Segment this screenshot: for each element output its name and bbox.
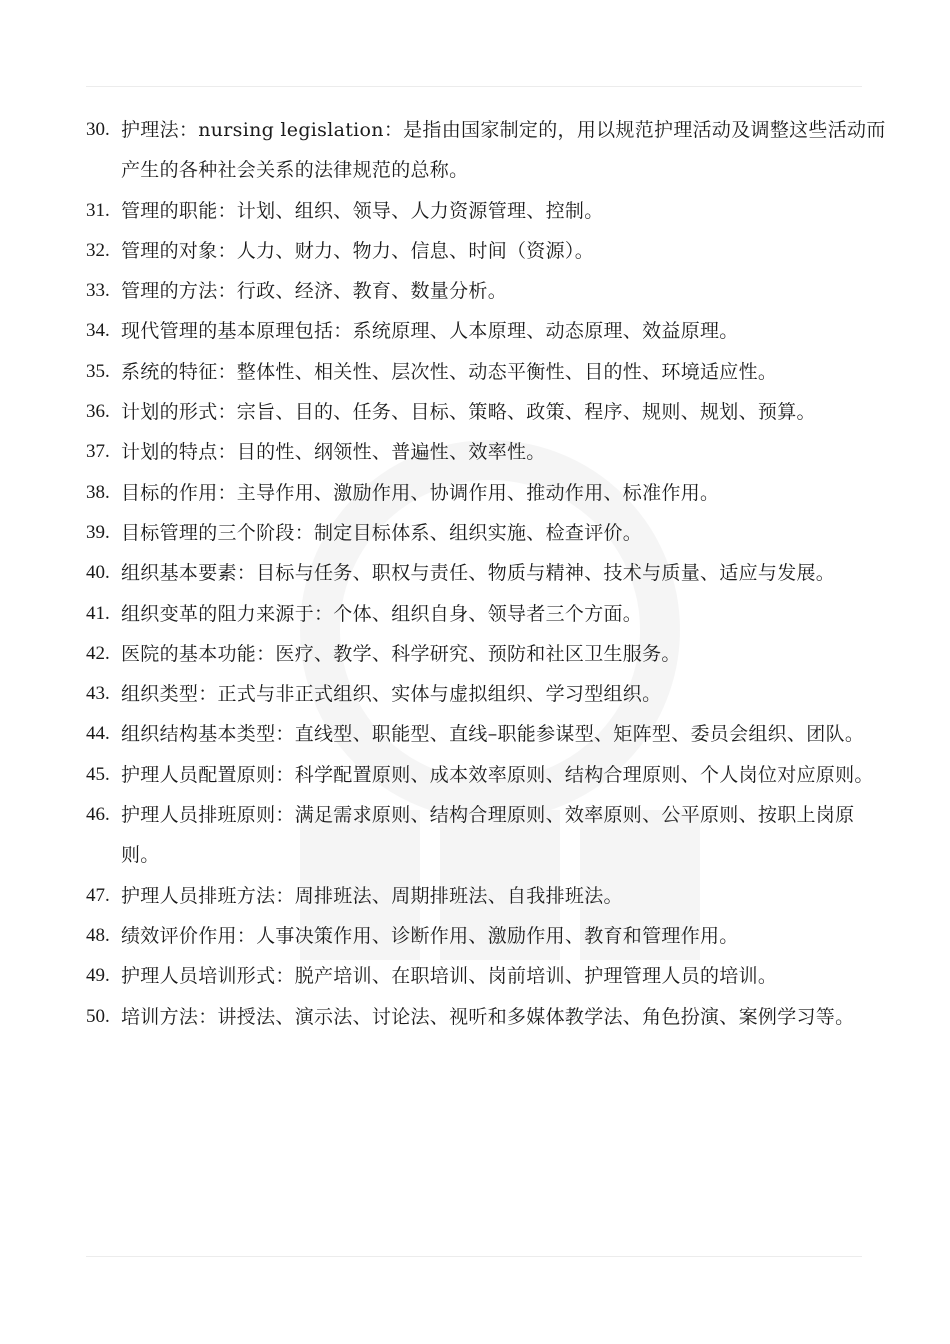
list-item	[86, 473, 886, 513]
item-number: 48.	[86, 924, 110, 946]
item-text: 培训方法：讲授法、演示法、讨论法、视听和多媒体教学法、角色扮演、案例学习等。	[121, 1005, 855, 1028]
footer-rule	[86, 1256, 862, 1257]
list-item	[86, 392, 886, 432]
item-number: 34.	[86, 320, 110, 342]
item-number: 49.	[86, 965, 110, 987]
list-item	[86, 271, 886, 311]
item-number: 46.	[86, 804, 110, 826]
item-number: 30.	[86, 119, 110, 140]
list-item	[86, 714, 886, 754]
item-text: 护理法：nursing legislation：是指由国家制定的，用以规范护理活动及调整这些活动而产生的各种社会关系的法律规范的总称。	[121, 119, 886, 182]
item-text: 医院的基本功能：医疗、教学、科学研究、预防和社区卫生服务。	[121, 642, 681, 665]
item-text: 计划的形式：宗旨、目的、任务、目标、策略、政策、程序、规则、规划、预算。	[121, 401, 816, 424]
item-text: 护理人员排班方法：周排班法、周期排班法、自我排班法。	[121, 884, 623, 907]
item-text: 组织基本要素：目标与任务、职权与责任、物质与精神、技术与质量、适应与发展。	[121, 562, 836, 585]
item-text: 计划的特点：目的性、纲领性、普遍性、效率性。	[121, 441, 546, 464]
item-text: 绩效评价作用：人事决策作用、诊断作用、激励作用、教育和管理作用。	[121, 924, 739, 947]
list-item	[86, 795, 886, 876]
item-text: 管理的方法：行政、经济、教育、数量分析。	[121, 280, 508, 303]
item-text: 现代管理的基本原理包括：系统原理、人本原理、动态原理、效益原理。	[121, 320, 739, 343]
item-number: 47.	[86, 884, 110, 906]
item-number: 38.	[86, 481, 110, 503]
list-item	[86, 110, 886, 191]
list-item	[86, 594, 886, 634]
list-item	[86, 513, 886, 553]
list-item	[86, 432, 886, 472]
list-item	[86, 634, 886, 674]
item-text: 系统的特征：整体性、相关性、层次性、动态平衡性、目的性、环境适应性。	[121, 360, 778, 383]
item-number: 39.	[86, 521, 110, 543]
list-item	[86, 997, 886, 1037]
item-number: 40.	[86, 562, 110, 584]
numbered-list	[86, 110, 886, 1037]
list-item	[86, 956, 886, 996]
item-number: 37.	[86, 441, 110, 463]
list-item	[86, 311, 886, 351]
item-text: 管理的对象：人力、财力、物力、信息、时间（资源）。	[121, 239, 595, 262]
item-number: 42.	[86, 642, 110, 664]
item-number: 36.	[86, 401, 110, 423]
item-text: 护理人员配置原则：科学配置原则、成本效率原则、结构合理原则、个人岗位对应原则。	[121, 763, 874, 786]
item-number: 35.	[86, 360, 110, 382]
item-text: 目标管理的三个阶段：制定目标体系、组织实施、检查评价。	[121, 521, 643, 544]
list-item	[86, 755, 886, 795]
item-number: 45.	[86, 763, 110, 785]
list-item	[86, 876, 886, 916]
item-text: 管理的职能：计划、组织、领导、人力资源管理、控制。	[121, 199, 604, 222]
item-text: 组织结构基本类型：直线型、职能型、直线–职能参谋型、矩阵型、委员会组织、团队。	[121, 723, 865, 746]
item-number: 32.	[86, 239, 110, 261]
list-item	[86, 191, 886, 231]
item-text: 护理人员培训形式：脱产培训、在职培训、岗前培训、护理管理人员的培训。	[121, 965, 778, 988]
item-text: 组织类型：正式与非正式组织、实体与虚拟组织、学习型组织。	[121, 683, 662, 706]
item-number: 43.	[86, 683, 110, 705]
item-number: 44.	[86, 723, 110, 745]
item-text: 护理人员排班原则：满足需求原则、结构合理原则、效率原则、公平原则、按职上岗原则。	[121, 804, 855, 867]
item-number: 41.	[86, 602, 110, 624]
item-number: 33.	[86, 280, 110, 302]
item-number: 50.	[86, 1005, 110, 1027]
list-item	[86, 916, 886, 956]
item-number: 31.	[86, 199, 110, 221]
list-item	[86, 553, 886, 593]
list-item	[86, 231, 886, 271]
header-rule	[86, 86, 862, 87]
item-text: 组织变革的阻力来源于：个体、组织自身、领导者三个方面。	[121, 602, 643, 625]
list-item	[86, 674, 886, 714]
item-text: 目标的作用：主导作用、激励作用、协调作用、推动作用、标准作用。	[121, 481, 720, 504]
list-item	[86, 352, 886, 392]
